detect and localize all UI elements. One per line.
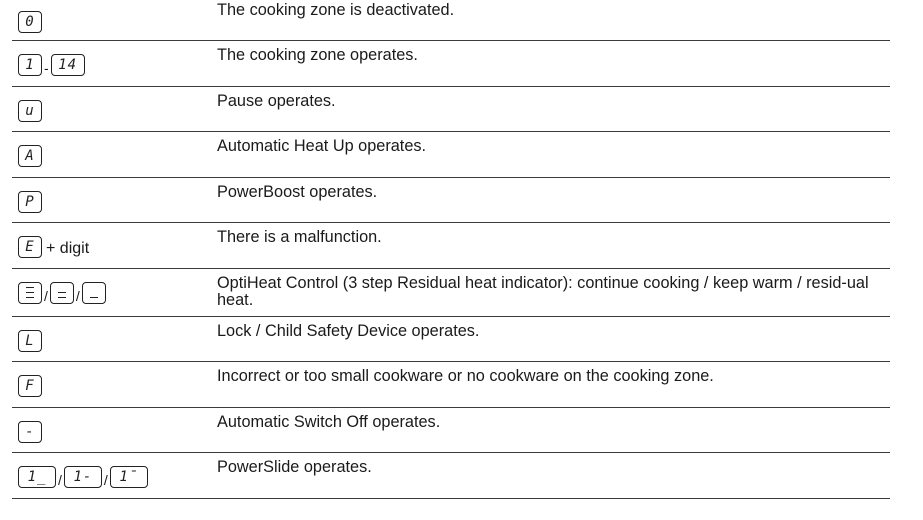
- symbol-cell: [18, 92, 42, 122]
- display-symbol: 0: [18, 11, 42, 33]
- range-separator: -: [44, 60, 49, 76]
- description: Pause operates.: [217, 91, 336, 110]
- table-row: [12, 132, 890, 178]
- table-row: [12, 223, 890, 269]
- display-symbol: L: [18, 330, 42, 352]
- table-row: [12, 87, 890, 133]
- powerslide-mid-icon: 1-: [64, 466, 102, 488]
- table-row: [12, 0, 890, 41]
- symbol-separator: /: [75, 287, 80, 304]
- symbol-separator: /: [58, 472, 62, 488]
- symbol-cell: [18, 137, 42, 167]
- display-symbol: E: [18, 236, 42, 258]
- description: Automatic Heat Up operates.: [217, 137, 427, 155]
- symbol-cell: [18, 3, 42, 33]
- symbol-table: [12, 0, 890, 499]
- powerslide-high-icon: 1¯: [110, 466, 148, 488]
- description: Lock / Child Safety Device operates.: [217, 321, 480, 340]
- description: Incorrect or too small cookware or no cookware on the cooking zone.: [217, 367, 714, 385]
- symbol-cell: [18, 183, 42, 213]
- table-row: [12, 269, 890, 317]
- symbol-suffix: + digit: [46, 240, 90, 257]
- symbol-cell: [18, 46, 85, 76]
- display-symbol: P: [18, 191, 42, 213]
- description: PowerBoost operates.: [217, 182, 378, 201]
- display-symbol: F: [18, 375, 42, 397]
- display-symbol: u: [18, 100, 42, 122]
- description: PowerSlide operates.: [217, 458, 372, 476]
- residual-heat-1-icon: [82, 282, 106, 304]
- residual-heat-3-icon: [18, 282, 42, 304]
- table-row: [12, 453, 890, 499]
- symbol-cell: [18, 228, 89, 258]
- symbol-cell: [18, 458, 148, 488]
- table-row: [12, 362, 890, 408]
- description: The cooking zone is deactivated.: [217, 1, 455, 19]
- residual-heat-2-icon: [50, 282, 74, 304]
- display-symbol: 14: [51, 54, 85, 76]
- description: The cooking zone operates.: [217, 46, 418, 64]
- symbol-cell: [18, 413, 42, 443]
- symbol-separator: /: [103, 472, 108, 488]
- table-row: [12, 41, 890, 87]
- symbol-cell: [18, 322, 42, 352]
- symbol-cell: [18, 367, 42, 397]
- display-symbol: 1: [18, 54, 42, 76]
- display-symbol: A: [18, 145, 42, 167]
- symbol-separator: /: [44, 287, 48, 304]
- table-row: [12, 317, 890, 363]
- description: OptiHeat Control (3 step Residual heat indicator): continue cooking / keep warm / resid-ual heat.: [217, 273, 869, 309]
- description: There is a malfunction.: [217, 228, 382, 246]
- symbol-cell: [18, 274, 106, 304]
- table-row: [12, 408, 890, 454]
- description: Automatic Switch Off operates.: [217, 412, 441, 431]
- display-symbol: -: [18, 421, 42, 443]
- powerslide-low-icon: 1_: [18, 466, 56, 488]
- table-row: [12, 178, 890, 224]
